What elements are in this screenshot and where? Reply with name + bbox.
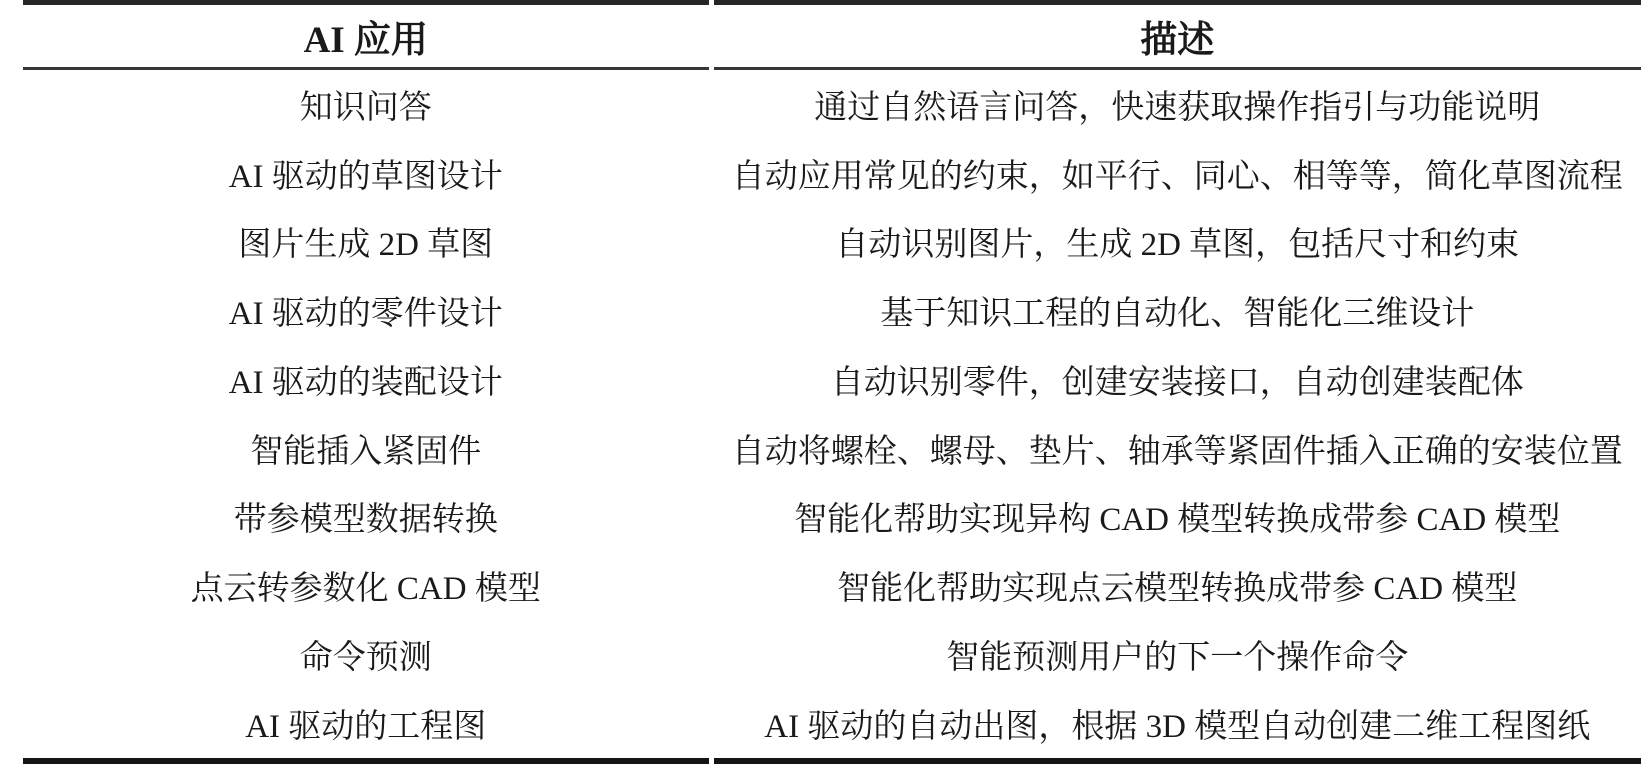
header-app: AI 应用 — [23, 0, 709, 70]
header-desc: 描述 — [714, 0, 1641, 70]
app-cell: AI 驱动的工程图 — [23, 689, 709, 764]
table-row — [23, 414, 1641, 483]
ai-applications-table — [18, 0, 1646, 764]
app-cell: 知识问答 — [299, 89, 432, 126]
desc-cell: 智能化帮助实现异构 CAD 模型转换成带参 CAD 模型 — [794, 502, 1561, 539]
desc-cell: 智能化帮助实现点云模型转换成带参 CAD 模型 — [837, 571, 1518, 608]
desc-cell: 自动应用常见的约束，如平行、同心、相等等，简化草图流程 — [731, 158, 1623, 195]
header-row — [23, 0, 1641, 70]
table-row — [23, 139, 1641, 208]
app-cell: AI 驱动的装配设计 — [228, 364, 503, 401]
app-cell: 图片生成 2D 草图 — [238, 227, 494, 264]
table-row — [23, 208, 1641, 277]
app-cell: 命令预测 — [299, 640, 432, 676]
desc-cell: 自动识别图片，生成 2D 草图，包括尺寸和约束 — [835, 227, 1520, 264]
desc-cell: 基于知识工程的自动化、智能化三维设计 — [880, 296, 1475, 333]
table-row — [23, 689, 1641, 764]
desc-cell: 通过自然语言问答，快速获取操作指引与功能说明 — [814, 89, 1541, 126]
desc-cell: AI 驱动的自动出图，根据 3D 模型自动创建二维工程图纸 — [714, 689, 1641, 764]
table-row — [23, 345, 1641, 414]
desc-cell: 自动将螺栓、螺母、垫片、轴承等紧固件插入正确的安装位置 — [731, 433, 1623, 470]
table-row — [23, 483, 1641, 552]
desc-cell: 智能预测用户的下一个操作命令 — [946, 640, 1409, 676]
app-cell: 点云转参数化 CAD 模型 — [190, 571, 541, 608]
table-row — [23, 70, 1641, 139]
table-row — [23, 276, 1641, 345]
desc-cell: 自动识别零件，创建安装接口，自动创建装配体 — [830, 364, 1524, 401]
app-cell: AI 驱动的草图设计 — [228, 158, 503, 195]
table-row — [23, 620, 1641, 689]
table-row — [23, 551, 1641, 620]
app-cell: AI 驱动的零件设计 — [228, 296, 503, 333]
app-cell: 带参模型数据转换 — [233, 502, 498, 539]
app-cell: 智能插入紧固件 — [250, 433, 482, 470]
